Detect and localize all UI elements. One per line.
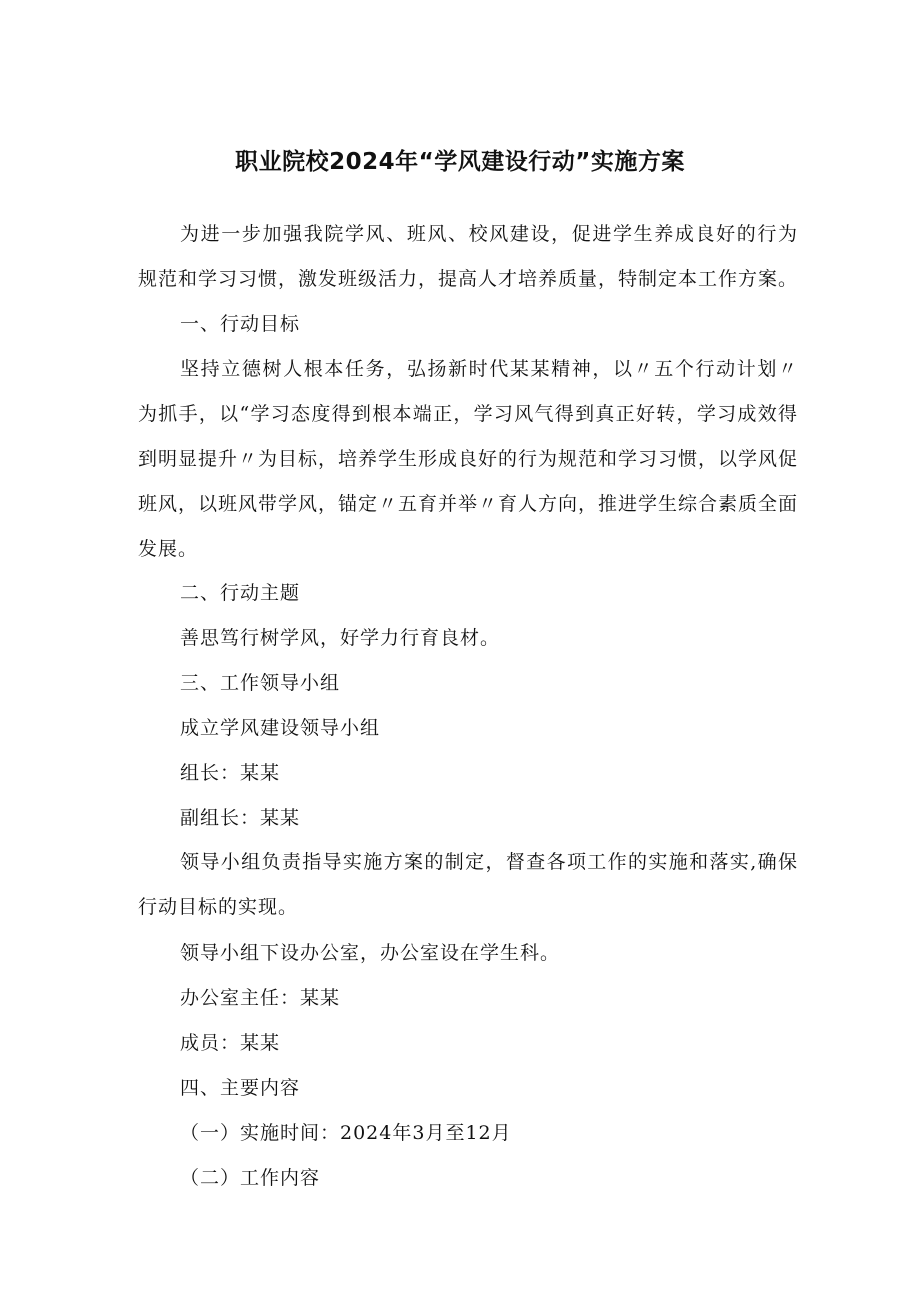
section-heading-content: 四、主要内容: [180, 1077, 301, 1099]
work-content-line: （二）工作内容: [180, 1167, 321, 1189]
office-line: 领导小组下设办公室，办公室设在学生科。: [180, 942, 561, 964]
theme-text: 善思笃行树学风，好学力行育良材。: [180, 627, 501, 649]
document-title: 职业院校2024年“学风建设行动”实施方案: [235, 149, 685, 175]
deputy-leader-line: 副组长：某某: [180, 807, 301, 829]
section-heading-leadership: 三、工作领导小组: [180, 672, 341, 694]
section-heading-theme: 二、行动主题: [180, 582, 301, 604]
leadership-group-line: 成立学风建设领导小组: [180, 717, 381, 739]
goals-paragraph: 坚持立德树人根本任务，弘扬新时代某某精神，以〃五个行动计划〃为抓手，以“学习态度得到根本端正，学习风气得到真正好转，学习成效得到明显提升〃为目标，培养学生形成良好的行为规范和学习习惯，以学风促班风，以班风带学风，锚定〃五育并举〃育人方向，推进学生综合素质全面发展。: [138, 358, 799, 560]
section-heading-goals: 一、行动目标: [180, 313, 301, 335]
office-director-line: 办公室主任：某某: [180, 987, 341, 1009]
leadership-duty-paragraph: 领导小组负责指导实施方案的制定，督查各项工作的实施和落实,确保行动目标的实现。: [138, 851, 798, 918]
group-leader-line: 组长：某某: [180, 762, 281, 784]
members-line: 成员：某某: [180, 1032, 281, 1054]
implementation-time-line: （一）实施时间：2024年3月至12月: [180, 1122, 512, 1144]
intro-paragraph: 为进一步加强我院学风、班风、校风建设，促进学生养成良好的行为规范和学习习惯，激发班级活力，提高人才培养质量，特制定本工作方案。: [138, 223, 799, 290]
